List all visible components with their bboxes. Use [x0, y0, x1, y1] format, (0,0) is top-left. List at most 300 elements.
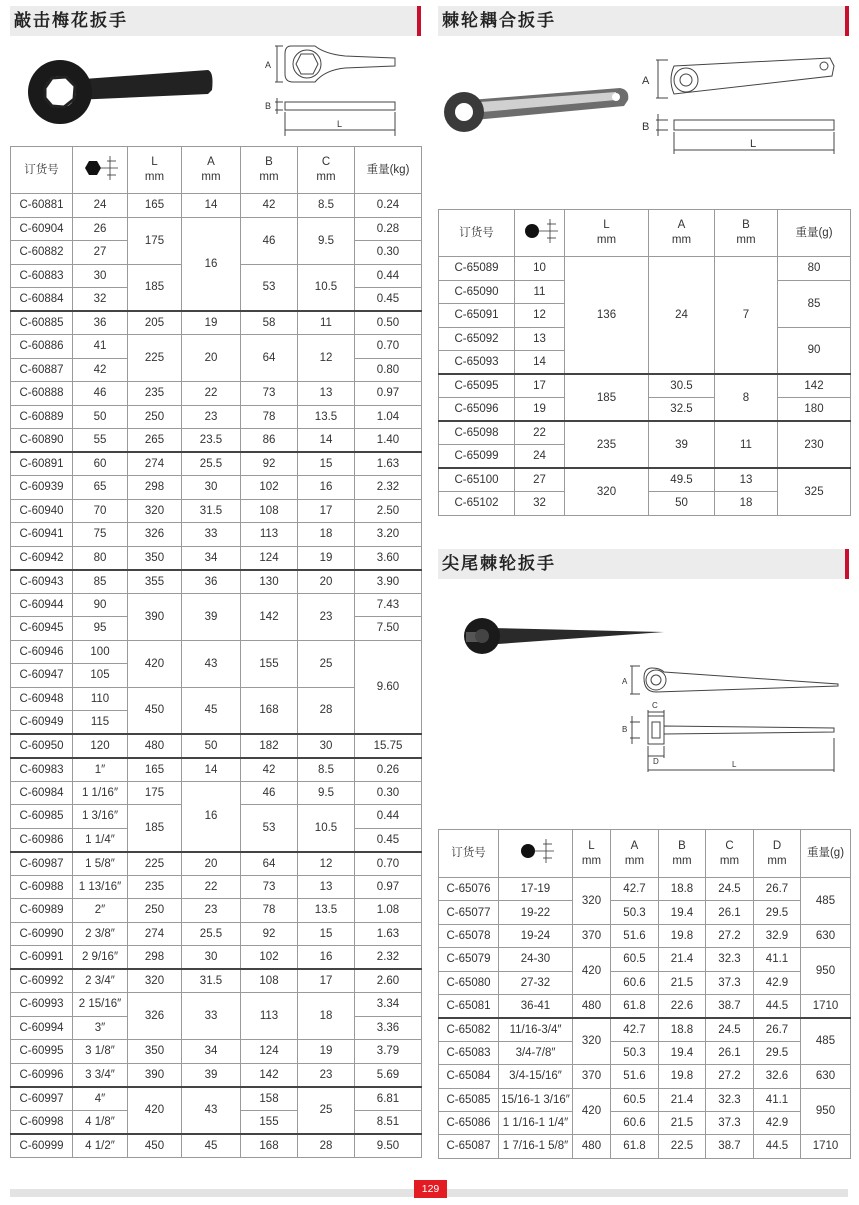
dim-label-l: L [337, 119, 343, 129]
col-b: B mm [659, 830, 706, 878]
table-cell: 12 [515, 304, 565, 328]
table-row [11, 405, 422, 429]
table-cell: 350 [128, 546, 182, 570]
table-cell: 0.97 [355, 875, 422, 899]
table-cell: 142 [241, 593, 298, 640]
table-cell: 950 [801, 1088, 851, 1135]
table-cell: 3/4-7/8″ [499, 1041, 573, 1064]
table-row [11, 852, 422, 876]
table-cell: 20 [182, 852, 241, 876]
table-cell: 1 1/16″ [73, 781, 128, 805]
table-cell: C-65102 [439, 492, 515, 516]
table-cell: 12 [298, 335, 355, 382]
table-cell: 29.5 [754, 901, 801, 924]
table-row [11, 311, 422, 335]
table-cell: 30 [182, 476, 241, 500]
col-l: L mm [573, 830, 611, 878]
table-cell: 32.6 [754, 1065, 801, 1088]
col-order-number: 订货号 [439, 830, 499, 878]
table-cell: 23 [298, 593, 355, 640]
section-title-ratchet-coupling-wrench: 棘轮耦合扳手 [438, 6, 849, 36]
table-cell: C-65076 [439, 878, 499, 901]
table-cell: 18 [298, 523, 355, 547]
table-cell: 480 [128, 734, 182, 758]
table-cell: 1 5/8″ [73, 852, 128, 876]
table-cell: 28 [298, 1134, 355, 1158]
dim-label-b: B [642, 121, 650, 133]
section-title-pointed-ratchet-wrench: 尖尾棘轮扳手 [438, 549, 849, 579]
table-cell: C-65084 [439, 1065, 499, 1088]
table-cell: 49.5 [649, 468, 715, 492]
table-cell: 85 [73, 570, 128, 594]
table-cell: 155 [241, 1110, 298, 1134]
table-cell: 155 [241, 640, 298, 687]
table-cell: 0.44 [355, 264, 422, 288]
table-cell: 44.5 [754, 994, 801, 1017]
table-cell: 92 [241, 922, 298, 946]
table-row [439, 924, 851, 947]
table-cell: C-60990 [11, 922, 73, 946]
table-cell: 11 [298, 311, 355, 335]
table-cell: 0.80 [355, 358, 422, 382]
table-row [11, 429, 422, 453]
table-cell: 60.6 [611, 1111, 659, 1134]
table-cell: C-60945 [11, 617, 73, 641]
table-cell: 31.5 [182, 969, 241, 993]
table-cell: C-65078 [439, 924, 499, 947]
table-cell: 16 [298, 946, 355, 970]
table-cell: 39 [182, 1063, 241, 1087]
table-cell: 0.50 [355, 311, 422, 335]
table-cell: 11 [515, 280, 565, 304]
table-cell: 33 [182, 523, 241, 547]
table-cell: 86 [241, 429, 298, 453]
table-cell: 39 [649, 421, 715, 468]
table-cell: 53 [241, 805, 298, 852]
table-cell: 185 [128, 805, 182, 852]
table-cell: 27.2 [706, 1065, 754, 1088]
table-cell: C-60889 [11, 405, 73, 429]
table-cell: C-60885 [11, 311, 73, 335]
table-cell: 124 [241, 1040, 298, 1064]
table-row [439, 468, 851, 492]
table-cell: C-65081 [439, 994, 499, 1017]
table-cell: 50 [73, 405, 128, 429]
table-row [11, 546, 422, 570]
table-cell: 19.4 [659, 901, 706, 924]
table-row [439, 1041, 851, 1064]
table-body [11, 194, 422, 1158]
table-row [11, 922, 422, 946]
table-cell: 108 [241, 499, 298, 523]
table-cell: 480 [573, 1135, 611, 1158]
table-cell: 19.8 [659, 1065, 706, 1088]
table-cell: 36 [182, 570, 241, 594]
table-cell: C-60946 [11, 640, 73, 664]
table-cell: 0.70 [355, 335, 422, 359]
table-cell: 19 [298, 546, 355, 570]
table-cell: C-60887 [11, 358, 73, 382]
table-cell: C-65080 [439, 971, 499, 994]
table-cell: 23.5 [182, 429, 241, 453]
table-cell: C-65099 [439, 445, 515, 469]
dim-label-l: L [732, 760, 737, 769]
table-cell: 3.79 [355, 1040, 422, 1064]
table-cell: 30 [73, 264, 128, 288]
table-cell: 11 [715, 421, 778, 468]
table-cell: 21.4 [659, 948, 706, 971]
table-cell: 205 [128, 311, 182, 335]
table-cell: 13 [715, 468, 778, 492]
table-cell: 16 [298, 476, 355, 500]
table-cell: 50 [649, 492, 715, 516]
table-cell: 10.5 [298, 264, 355, 311]
table-cell: 3″ [73, 1016, 128, 1040]
table-cell: 3.34 [355, 993, 422, 1017]
table-cell: 30 [298, 734, 355, 758]
pointed-ratchet-spec-table [438, 829, 851, 1159]
table-cell: 13 [298, 382, 355, 406]
table-cell: C-60888 [11, 382, 73, 406]
col-c: C mm [298, 147, 355, 194]
table-cell: 41.1 [754, 948, 801, 971]
round-size-icon [520, 218, 560, 244]
pointed-ratchet-wrench-diagram [624, 660, 844, 776]
table-cell: 34 [182, 546, 241, 570]
table-cell: 8.51 [355, 1110, 422, 1134]
table-cell: 6.81 [355, 1087, 422, 1111]
table-row [11, 946, 422, 970]
table-row [11, 899, 422, 923]
table-cell: C-60890 [11, 429, 73, 453]
table-cell: 480 [573, 994, 611, 1017]
table-cell: C-60992 [11, 969, 73, 993]
table-cell: C-65091 [439, 304, 515, 328]
table-cell: 326 [128, 523, 182, 547]
table-cell: 37.3 [706, 1111, 754, 1134]
table-cell: C-60984 [11, 781, 73, 805]
table-cell: 2.32 [355, 476, 422, 500]
table-cell: 10 [515, 257, 565, 281]
table-cell: 3/4-15/16″ [499, 1065, 573, 1088]
table-cell: 45 [182, 687, 241, 734]
table-cell: 3 3/4″ [73, 1063, 128, 1087]
table-cell: 17 [298, 969, 355, 993]
col-order-number: 订货号 [439, 210, 515, 257]
col-a: A mm [611, 830, 659, 878]
col-l: L mm [565, 210, 649, 257]
table-cell: 26.7 [754, 1018, 801, 1041]
col-weight: 重量(kg) [355, 147, 422, 194]
table-cell: 22 [515, 421, 565, 445]
table-cell: 22.6 [659, 994, 706, 1017]
table-cell: 13 [298, 875, 355, 899]
table-cell: 142 [778, 374, 851, 398]
table-row [439, 971, 851, 994]
table-cell: 30 [182, 946, 241, 970]
table-cell: 1.04 [355, 405, 422, 429]
table-body [439, 878, 851, 1159]
table-cell: 320 [128, 499, 182, 523]
table-row [439, 1088, 851, 1111]
dim-label-l: L [750, 138, 757, 150]
table-row [11, 335, 422, 359]
table-row [11, 1040, 422, 1064]
table-body [439, 257, 851, 516]
table-cell: 60.5 [611, 1088, 659, 1111]
table-cell: 43 [182, 1087, 241, 1134]
table-cell: 24-30 [499, 948, 573, 971]
table-row [11, 452, 422, 476]
table-cell: 165 [128, 758, 182, 782]
table-cell: 630 [801, 1065, 851, 1088]
table-cell: 90 [778, 327, 851, 374]
table-cell: 0.24 [355, 194, 422, 218]
table-cell: 60 [73, 452, 128, 476]
table-row [11, 570, 422, 594]
table-cell: 230 [778, 421, 851, 468]
table-cell: C-60881 [11, 194, 73, 218]
col-l: L mm [128, 147, 182, 194]
table-cell: 1 3/16″ [73, 805, 128, 829]
table-cell: 485 [801, 1018, 851, 1065]
table-cell: 32.3 [706, 948, 754, 971]
table-cell: 1.63 [355, 452, 422, 476]
table-cell: 44.5 [754, 1135, 801, 1158]
table-cell: 124 [241, 546, 298, 570]
table-cell: 64 [241, 852, 298, 876]
table-cell: 102 [241, 476, 298, 500]
table-cell: 420 [128, 640, 182, 687]
table-cell: 14 [182, 758, 241, 782]
table-row [11, 993, 422, 1017]
table-cell: 485 [801, 878, 851, 925]
table-cell: C-65079 [439, 948, 499, 971]
table-cell: 1.08 [355, 899, 422, 923]
table-cell: 100 [73, 640, 128, 664]
table-cell: C-65096 [439, 398, 515, 422]
table-cell: 274 [128, 922, 182, 946]
table-cell: 175 [128, 781, 182, 805]
table-cell: 1.40 [355, 429, 422, 453]
table-row [439, 421, 851, 445]
table-cell: 78 [241, 899, 298, 923]
table-row [11, 194, 422, 218]
table-cell: 370 [573, 924, 611, 947]
table-row [439, 1065, 851, 1088]
table-row [439, 1135, 851, 1158]
table-cell: 43 [182, 640, 241, 687]
table-cell: C-60991 [11, 946, 73, 970]
table-cell: 120 [73, 734, 128, 758]
table-row [439, 257, 851, 281]
table-cell: 113 [241, 523, 298, 547]
table-cell: 51.6 [611, 1065, 659, 1088]
table-row [11, 734, 422, 758]
table-cell: 180 [778, 398, 851, 422]
table-cell: C-60891 [11, 452, 73, 476]
table-cell: 19-22 [499, 901, 573, 924]
table-cell: 2.60 [355, 969, 422, 993]
table-cell: C-60996 [11, 1063, 73, 1087]
table-cell: 3.36 [355, 1016, 422, 1040]
table-cell: 13.5 [298, 405, 355, 429]
table-cell: 326 [128, 993, 182, 1040]
table-cell: 18 [298, 993, 355, 1040]
table-cell: C-60886 [11, 335, 73, 359]
table-cell: 38.7 [706, 994, 754, 1017]
page-number: 129 [414, 1180, 447, 1198]
table-cell: 42.7 [611, 1018, 659, 1041]
table-cell: 250 [128, 405, 182, 429]
table-cell: 14 [182, 194, 241, 218]
table-row [439, 901, 851, 924]
table-cell: 75 [73, 523, 128, 547]
table-cell: 31.5 [182, 499, 241, 523]
table-cell: 0.45 [355, 288, 422, 312]
table-cell: C-65095 [439, 374, 515, 398]
table-cell: 26.1 [706, 901, 754, 924]
table-cell: 73 [241, 382, 298, 406]
table-cell: 27 [73, 241, 128, 265]
table-cell: 320 [128, 969, 182, 993]
table-cell: 24.5 [706, 1018, 754, 1041]
table-cell: 420 [573, 948, 611, 995]
table-cell: 36-41 [499, 994, 573, 1017]
dim-label-b: B [265, 101, 272, 111]
striking-wrench-photo [22, 58, 218, 128]
table-cell: 85 [778, 280, 851, 327]
table-cell: 18.8 [659, 878, 706, 901]
table-row [11, 781, 422, 805]
table-cell: C-65087 [439, 1135, 499, 1158]
table-cell: 32 [515, 492, 565, 516]
table-cell: 24.5 [706, 878, 754, 901]
col-size [515, 210, 565, 257]
table-cell: 9.5 [298, 217, 355, 264]
table-cell: 142 [241, 1063, 298, 1087]
table-cell: 19-24 [499, 924, 573, 947]
table-cell: 130 [241, 570, 298, 594]
table-cell: 4 1/2″ [73, 1134, 128, 1158]
table-cell: 15/16-1 3/16″ [499, 1088, 573, 1111]
table-cell: 29.5 [754, 1041, 801, 1064]
table-cell: 1 13/16″ [73, 875, 128, 899]
table-cell: C-65098 [439, 421, 515, 445]
col-d: D mm [754, 830, 801, 878]
table-cell: 0.97 [355, 382, 422, 406]
table-cell: C-60999 [11, 1134, 73, 1158]
table-cell: 55 [73, 429, 128, 453]
table-cell: 64 [241, 335, 298, 382]
table-cell: 19 [515, 398, 565, 422]
ratchet-coupling-wrench-photo [440, 80, 632, 136]
table-cell: 92 [241, 452, 298, 476]
table-cell: 4 1/8″ [73, 1110, 128, 1134]
table-cell: 420 [573, 1088, 611, 1135]
table-cell: C-60993 [11, 993, 73, 1017]
table-cell: C-60884 [11, 288, 73, 312]
table-cell: 25.5 [182, 922, 241, 946]
table-cell: C-60998 [11, 1110, 73, 1134]
table-cell: 24 [515, 445, 565, 469]
table-cell: 19 [182, 311, 241, 335]
table-cell: 58 [241, 311, 298, 335]
table-cell: 298 [128, 946, 182, 970]
table-cell: C-60949 [11, 711, 73, 735]
table-cell: 28 [298, 687, 355, 734]
table-cell: 136 [565, 257, 649, 375]
table-cell: C-65077 [439, 901, 499, 924]
col-a: A mm [649, 210, 715, 257]
table-cell: 1″ [73, 758, 128, 782]
table-cell: 18.8 [659, 1018, 706, 1041]
table-cell: 73 [241, 875, 298, 899]
table-cell: 225 [128, 852, 182, 876]
table-cell: C-60883 [11, 264, 73, 288]
table-cell: 50 [182, 734, 241, 758]
dim-label-a: A [642, 75, 650, 87]
table-row [11, 875, 422, 899]
table-cell: 9.5 [298, 781, 355, 805]
table-cell: 15.75 [355, 734, 422, 758]
table-cell: 450 [128, 687, 182, 734]
table-row [11, 640, 422, 664]
table-cell: 32.5 [649, 398, 715, 422]
table-cell: 115 [73, 711, 128, 735]
table-cell: 26.7 [754, 878, 801, 901]
table-cell: 2.50 [355, 499, 422, 523]
table-cell: 9.60 [355, 640, 422, 734]
table-cell: C-60939 [11, 476, 73, 500]
table-cell: 320 [573, 878, 611, 925]
table-row [439, 1111, 851, 1134]
table-cell: 0.30 [355, 241, 422, 265]
table-cell: 225 [128, 335, 182, 382]
table-row [11, 1134, 422, 1158]
table-cell: 235 [565, 421, 649, 468]
table-cell: 298 [128, 476, 182, 500]
table-cell: 168 [241, 1134, 298, 1158]
table-row [11, 1087, 422, 1111]
table-cell: C-65082 [439, 1018, 499, 1041]
table-cell: 42 [73, 358, 128, 382]
table-cell: 90 [73, 593, 128, 617]
table-cell: 3.90 [355, 570, 422, 594]
table-cell: 50.3 [611, 901, 659, 924]
table-row [439, 1018, 851, 1041]
table-cell: 355 [128, 570, 182, 594]
table-cell: 46 [241, 781, 298, 805]
col-c: C mm [706, 830, 754, 878]
table-cell: 950 [801, 948, 851, 995]
table-cell: 13 [515, 327, 565, 351]
table-cell: 61.8 [611, 1135, 659, 1158]
table-cell: 1710 [801, 994, 851, 1017]
table-cell: 41.1 [754, 1088, 801, 1111]
table-cell: C-60942 [11, 546, 73, 570]
table-cell: C-60988 [11, 875, 73, 899]
table-row [439, 878, 851, 901]
table-cell: 9.50 [355, 1134, 422, 1158]
table-cell: 1 7/16-1 5/8″ [499, 1135, 573, 1158]
table-cell: 0.26 [355, 758, 422, 782]
table-cell: 24 [649, 257, 715, 375]
table-cell: 22 [182, 382, 241, 406]
table-row [11, 1063, 422, 1087]
table-row [439, 994, 851, 1017]
table-cell: 25.5 [182, 452, 241, 476]
